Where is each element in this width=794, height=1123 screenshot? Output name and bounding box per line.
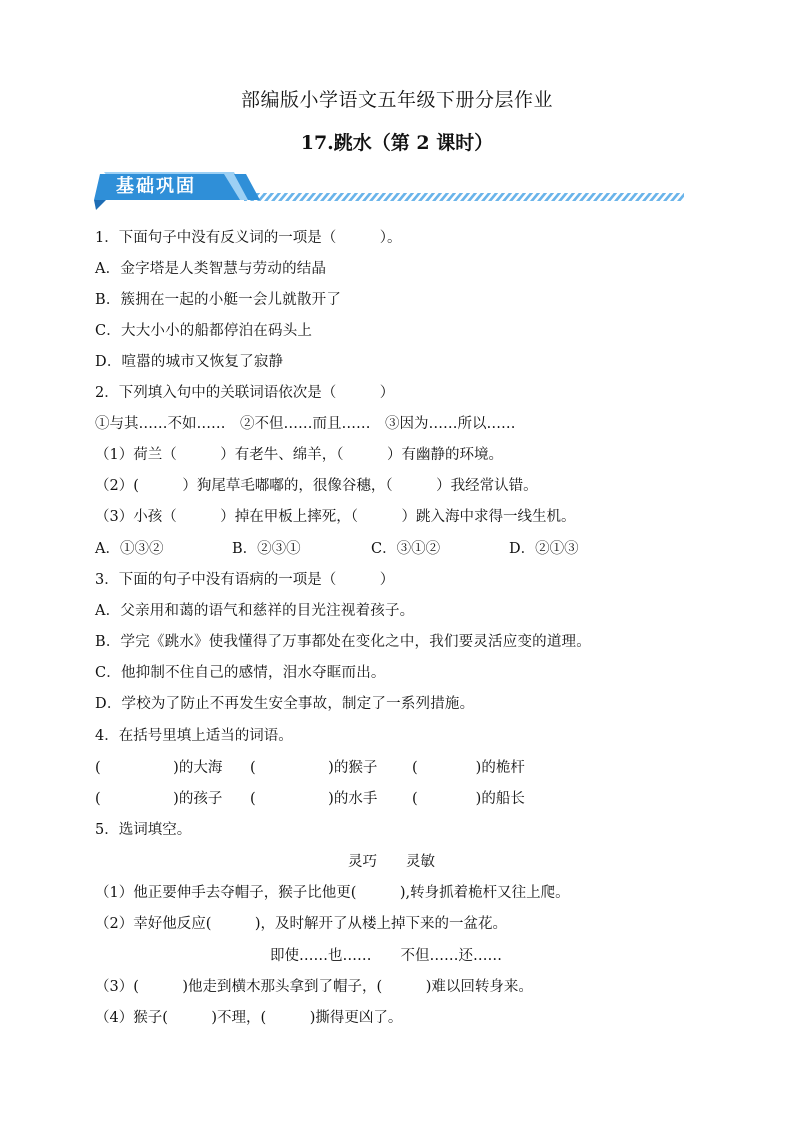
- q2-option-d: D．②①③: [509, 541, 579, 557]
- q5-sentence-4: （4）猴子( )不理，( )撕得更凶了。: [95, 1010, 403, 1026]
- q2-sentence-1: （1）荷兰（ ）有老牛、绵羊，（ ）有幽静的环境。: [95, 447, 503, 463]
- q5-stem: 5．选词填空。: [95, 822, 192, 838]
- q4-blank-mast: ( )的桅杆: [412, 760, 525, 776]
- q3-option-a: A．父亲用和蔼的语气和慈祥的目光注视着孩子。: [95, 603, 415, 619]
- q4-blank-captain: ( )的船长: [412, 791, 525, 807]
- q1-option-c: C．大大小小的船都停泊在码头上: [95, 323, 313, 339]
- q5-sentence-3: （3）( )他走到横木那头拿到了帽子，( )难以回转身来。: [95, 979, 533, 995]
- q4-blank-sailor: ( )的水手: [250, 791, 378, 807]
- q2-option-c: C．③①②: [371, 541, 441, 557]
- lesson-title: 17.跳水（第 2 课时）: [300, 132, 494, 154]
- q4-blank-child: ( )的孩子: [95, 791, 223, 807]
- q2-stem: 2．下列填入句中的关联词语依次是（ ）: [95, 385, 395, 401]
- q4-stem: 4．在括号里填上适当的词语。: [95, 728, 293, 744]
- q2-word-options: ①与其……不如…… ②不但……而且…… ③因为……所以……: [95, 416, 516, 432]
- q4-blank-monkey: ( )的猴子: [250, 760, 378, 776]
- q2-option-a: A．①③②: [95, 541, 164, 557]
- page-title: 部编版小学语文五年级下册分层作业: [240, 89, 553, 111]
- q2-sentence-2: （2）( ）狗尾草毛嘟嘟的，很像谷穗，（ ）我经常认错。: [95, 478, 538, 494]
- q1-option-b: B．簇拥在一起的小艇一会儿就散开了: [95, 292, 342, 308]
- q1-option-a: A．金字塔是人类智慧与劳动的结晶: [95, 261, 327, 277]
- q2-sentence-3: （3）小孩（ ）掉在甲板上摔死，（ ）跳入海中求得一线生机。: [95, 509, 576, 525]
- q5-sentence-1: （1）他正要伸手去夺帽子，猴子比他更( ),转身抓着桅杆又往上爬。: [95, 885, 570, 901]
- q3-option-d: D．学校为了防止不再发生安全事故，制定了一系列措施。: [95, 696, 475, 712]
- section-label: 基础巩固: [116, 176, 196, 197]
- q3-stem: 3．下面的句子中没有语病的一项是（ ）: [95, 572, 395, 588]
- q5-sentence-2: （2）幸好他反应( )，及时解开了从楼上掉下来的一盆花。: [95, 916, 508, 932]
- q2-option-b: B．②③①: [232, 541, 301, 557]
- q3-option-b: B．学完《跳水》使我懂得了万事都处在变化之中，我们要灵活应变的道理。: [95, 634, 591, 650]
- q1-stem: 1．下面句子中没有反义词的一项是（ ）。: [95, 230, 402, 246]
- q1-option-d: D．喧嚣的城市又恢复了寂静: [95, 354, 284, 370]
- q4-blank-sea: ( )的大海: [95, 760, 223, 776]
- q5-word-bank-1: 灵巧 灵敏: [348, 854, 435, 870]
- q5-word-bank-2: 即使……也…… 不但……还……: [270, 948, 502, 964]
- q3-option-c: C．他抑制不住自己的感情，泪水夺眶而出。: [95, 665, 386, 681]
